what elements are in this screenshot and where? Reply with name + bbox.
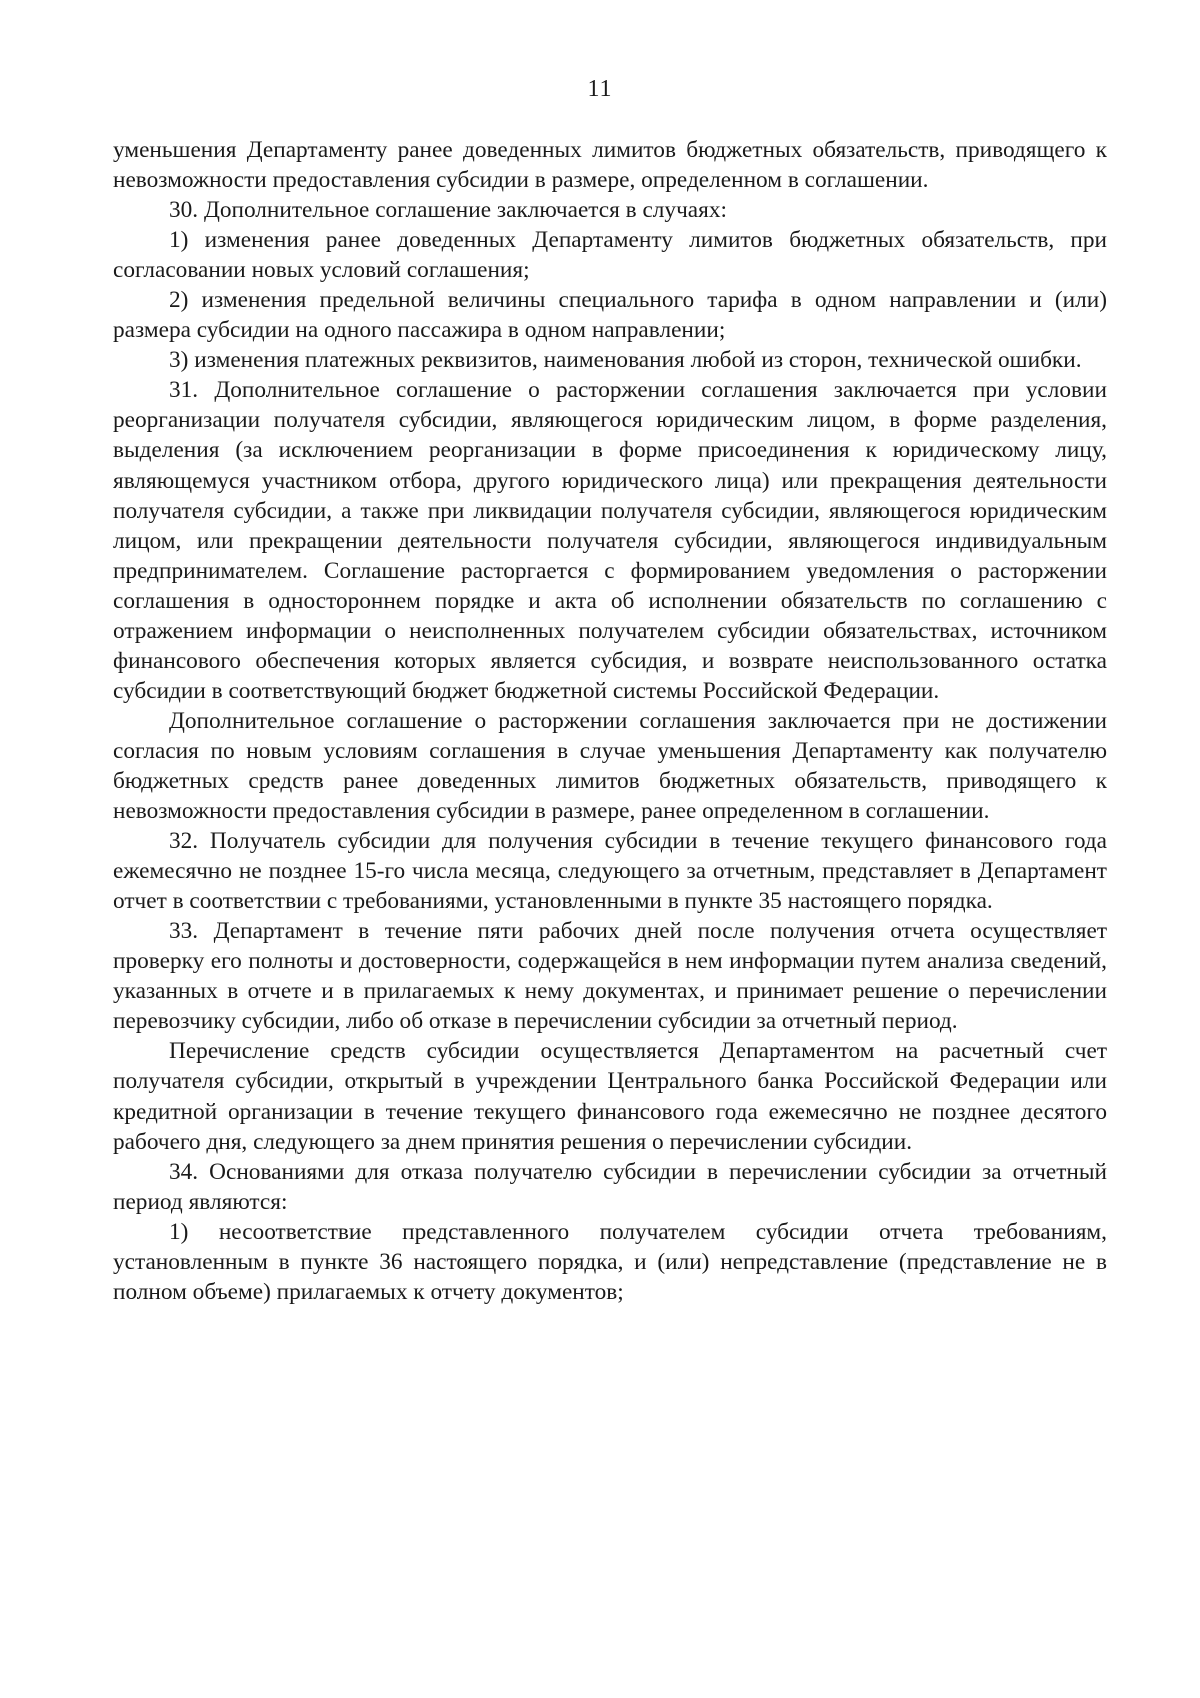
- paragraph-30-item-2: 2) изменения предельной величины специального тарифа в одном направлении и (или) размера субсидии на одного пассажира в одном направлении;: [113, 287, 1107, 344]
- paragraph-33: 33. Департамент в течение пяти рабочих дней после получения отчета осуществляет проверку его полноты и достоверности, содержащейся в нем информации путем анализа сведений, указанных в отчете и в прилагаемых к нему документах, и принимает решение о перечислении перевозчику субсидии, либо об отказе в перечислении субсидии за отчетный период.: [113, 918, 1107, 1035]
- paragraph-34: 34. Основаниями для отказа получателю субсидии в перечислении субсидии за отчетный период являются:: [113, 1158, 1107, 1215]
- document-body: [113, 135, 1107, 1307]
- paragraph-30-item-1: 1) изменения ранее доведенных Департаменту лимитов бюджетных обязательств, при согласовании новых условий соглашения;: [113, 227, 1107, 284]
- paragraph-33-transfer: Перечисление средств субсидии осуществляется Департаментом на расчетный счет получателя субсидии, открытый в учреждении Центрального банка Российской Федерации или кредитной организации в течение текущего финансового года ежемесячно не позднее десятого рабочего дня, следующего за днем принятия решения о перечислении субсидии.: [113, 1038, 1107, 1155]
- paragraph-31: 31. Дополнительное соглашение о расторжении соглашения заключается при условии реорганизации получателя субсидии, являющегося юридическим лицом, в форме разделения, выделения (за исключением реорганизации в форме присоединения к юридическому лицу, являющемуся участником отбора, другого юридического лица) или прекращения деятельности получателя субсидии, а также при ликвидации получателя субсидии, являющегося юридическим лицом, или прекращении деятельности получателя субсидии, являющегося индивидуальным предпринимателем. Соглашение расторгается с формированием уведомления о расторжении соглашения в одностороннем порядке и акта об исполнении обязательств по соглашению с отражением информации о неисполненных получателем субсидии обязательствах, источником финансового обеспечения которых является субсидия, и возврате неиспользованного остатка субсидии в соответствующий бюджет бюджетной системы Российской Федерации.: [113, 377, 1107, 704]
- paragraph-32: 32. Получатель субсидии для получения субсидии в течение текущего финансового года ежемесячно не позднее 15-го числа месяца, следующего за отчетным, представляет в Департамент отчет в соответствии с требованиями, установленными в пункте 35 настоящего порядка.: [113, 828, 1107, 915]
- paragraph-30: 30. Дополнительное соглашение заключается в случаях:: [169, 197, 727, 224]
- paragraph-30-item-3: 3) изменения платежных реквизитов, наименования любой из сторон, технической ошибки.: [169, 347, 1082, 374]
- paragraph-continuation: уменьшения Департаменту ранее доведенных лимитов бюджетных обязательств, приводящего к невозможности предоставления субсидии в размере, определенном в соглашении.: [113, 137, 1107, 194]
- page-number: 11: [587, 76, 613, 102]
- paragraph-34-item-1: 1) несоответствие представленного получателем субсидии отчета требованиям, установленным в пункте 36 настоящего порядка, и (или) непредставление (представление не в полном объеме) прилагаемых к отчету документов;: [113, 1218, 1107, 1305]
- paragraph-31-additional: Дополнительное соглашение о расторжении соглашения заключается при не достижении согласия по новым условиям соглашения в случае уменьшения Департаменту как получателю бюджетных средств ранее доведенных лимитов бюджетных обязательств, приводящего к невозможности предоставления субсидии в размере, ранее определенном в соглашении.: [113, 707, 1107, 825]
